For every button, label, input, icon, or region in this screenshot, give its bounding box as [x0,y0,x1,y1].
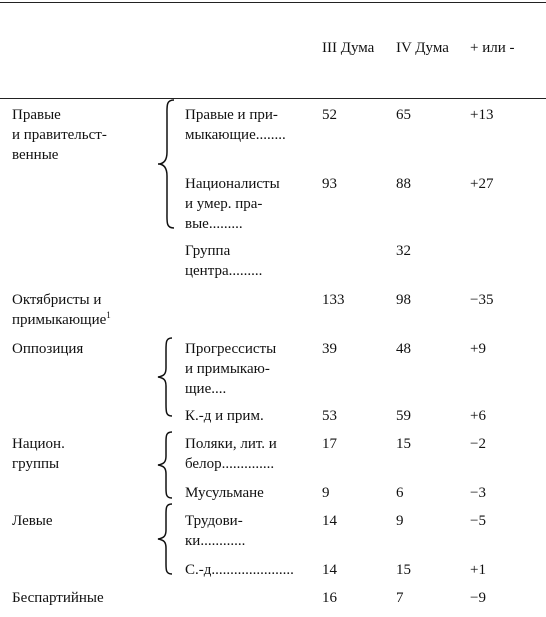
sub-centre-group: Группа центра......... [185,243,263,279]
cell-diff: +9 [470,341,486,357]
cell-iv: 7 [396,590,404,606]
cell-iii: 133 [322,292,345,308]
footnote-marker: 1 [106,310,111,320]
cell-diff: −2 [470,436,486,452]
cell-iv: 59 [396,408,411,424]
group-right: Правые и правительст- венные [12,107,107,163]
sub-trudoviks: Трудови- ки............ [185,513,246,549]
sub-muslims: Мусульмане [185,485,264,501]
header-col-diff: + или - [470,40,515,56]
group-non-party: Беспартийные [12,590,104,606]
cell-diff: +27 [470,176,494,192]
cell-iii: 14 [322,513,337,529]
brace-national-groups [150,428,180,502]
cell-diff: +13 [470,107,494,123]
sub-progressists: Прогрессисты и примыкаю- щие.... [185,341,277,397]
cell-diff: −9 [470,590,486,606]
cell-diff: −3 [470,485,486,501]
cell-diff: −5 [470,513,486,529]
header-rule [0,98,546,99]
group-octobrists [12,290,111,330]
sub-nationalists: Националисты и умер. пра- вые......... [185,176,280,232]
group-octobrists-label: Октябристы и примыкающие [12,292,107,328]
cell-iii: 9 [322,485,330,501]
sub-social-democrats: С.-д...................... [185,562,294,578]
cell-iv: 6 [396,485,404,501]
cell-diff: +1 [470,562,486,578]
brace-opposition [150,334,180,420]
cell-iii: 17 [322,436,337,452]
sub-right-and-adjoining: Правые и при- мыкающие........ [185,107,286,143]
sub-kadets: К.-д и прим. [185,408,264,424]
cell-iv: 15 [396,436,411,452]
group-opposition: Оппозиция [12,341,84,357]
top-rule [0,2,546,3]
cell-iv: 32 [396,243,411,259]
group-left: Левые [12,513,53,529]
cell-iii: 14 [322,562,337,578]
cell-iii: 16 [322,590,337,606]
cell-iv: 88 [396,176,411,192]
sub-poles: Поляки, лит. и белор.............. [185,436,277,472]
cell-iii: 53 [322,408,337,424]
group-national: Национ. группы [12,436,65,472]
cell-iii: 93 [322,176,337,192]
cell-iv: 65 [396,107,411,123]
cell-diff: −35 [470,292,494,308]
cell-iv: 98 [396,292,411,308]
brace-left-group [150,500,180,578]
cell-iv: 15 [396,562,411,578]
cell-iv: 48 [396,341,411,357]
header-col-iii-duma: III Дума [322,40,375,56]
cell-iv: 9 [396,513,404,529]
cell-iii: 39 [322,341,337,357]
cell-iii: 52 [322,107,337,123]
cell-diff: +6 [470,408,486,424]
brace-right-group [150,96,180,232]
header-col-iv-duma: IV Дума [396,40,449,56]
